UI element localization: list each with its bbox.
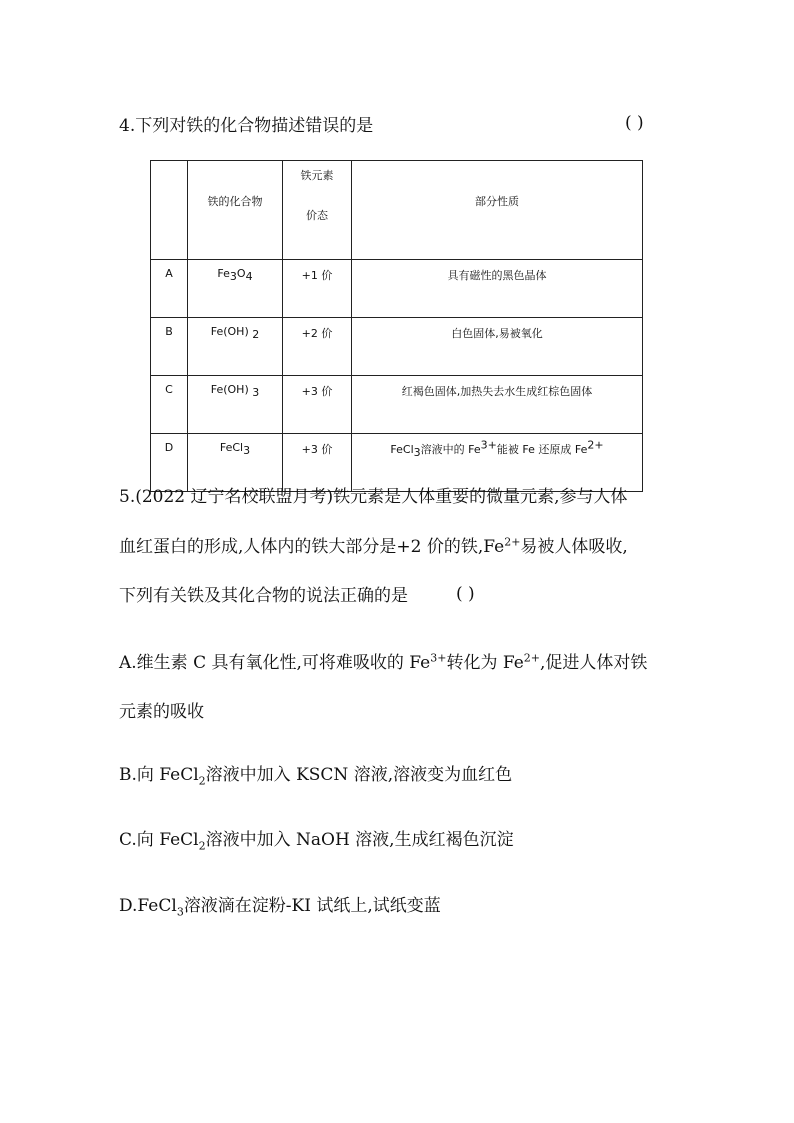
header-property: 部分性质 (352, 161, 643, 260)
q5-line1: 5.(2022 辽宁名校联盟月考)铁元素是人体重要的微量元素,参与人体 (119, 487, 628, 507)
row-valence: +2 价 (283, 318, 352, 376)
q5-option-b: B.向 FeCl$_2$溶液中加入 KSCN 溶液,溶液变为血红色 (119, 765, 513, 788)
q5-option-a-cont: 元素的吸收 (119, 702, 204, 722)
q4-stem: 4.下列对铁的化合物描述错误的是 (119, 116, 374, 136)
table-row (151, 318, 643, 376)
q4-answer-paren: ( ) (625, 113, 644, 133)
row-compound: Fe(OH) $_2$ (188, 318, 283, 376)
q5-line2: 血红蛋白的形成,人体内的铁大部分是+2 价的铁$,Fe^{2+}$易被人体吸收, (119, 535, 628, 557)
row-compound: FeCl$_3$ (188, 434, 283, 492)
row-option: B (151, 318, 188, 376)
row-valence: +3 价 (283, 376, 352, 434)
row-property: FeCl$_3$溶液中的 $Fe^{3+}$能被 Fe 还原成 $Fe^{2+}$ (352, 434, 643, 492)
q5-line3: 下列有关铁及其化合物的说法正确的是 (119, 586, 408, 606)
row-compound: $Fe_3O_4$ (188, 260, 283, 318)
row-compound: Fe(OH) $_3$ (188, 376, 283, 434)
row-property: 白色固体,易被氧化 (352, 318, 643, 376)
table-row (151, 376, 643, 434)
q5-option-c: C.向 FeCl$_2$溶液中加入 NaOH 溶液,生成红褐色沉淀 (119, 830, 514, 853)
q5-option-d: D.FeCl$_3$溶液滴在淀粉-KI 试纸上,试纸变蓝 (119, 896, 441, 919)
row-option: C (151, 376, 188, 434)
row-valence: +1 价 (283, 260, 352, 318)
table-header-row (151, 161, 643, 260)
q4-table (150, 160, 643, 492)
q5-option-a: A.维生素 C 具有氧化性,可将难吸收的 $Fe^{3+}$转化为 $Fe^{2+}$,促进人体对铁 (119, 651, 648, 673)
row-property: 红褐色固体,加热失去水生成红棕色固体 (352, 376, 643, 434)
header-valence: 铁元素 价态 (283, 161, 352, 260)
q5-answer-paren: ( ) (456, 584, 475, 604)
header-empty (151, 161, 188, 260)
row-option: A (151, 260, 188, 318)
row-valence: +3 价 (283, 434, 352, 492)
header-compound: 铁的化合物 (188, 161, 283, 260)
row-option: D (151, 434, 188, 492)
table-row (151, 260, 643, 318)
row-property: 具有磁性的黑色晶体 (352, 260, 643, 318)
